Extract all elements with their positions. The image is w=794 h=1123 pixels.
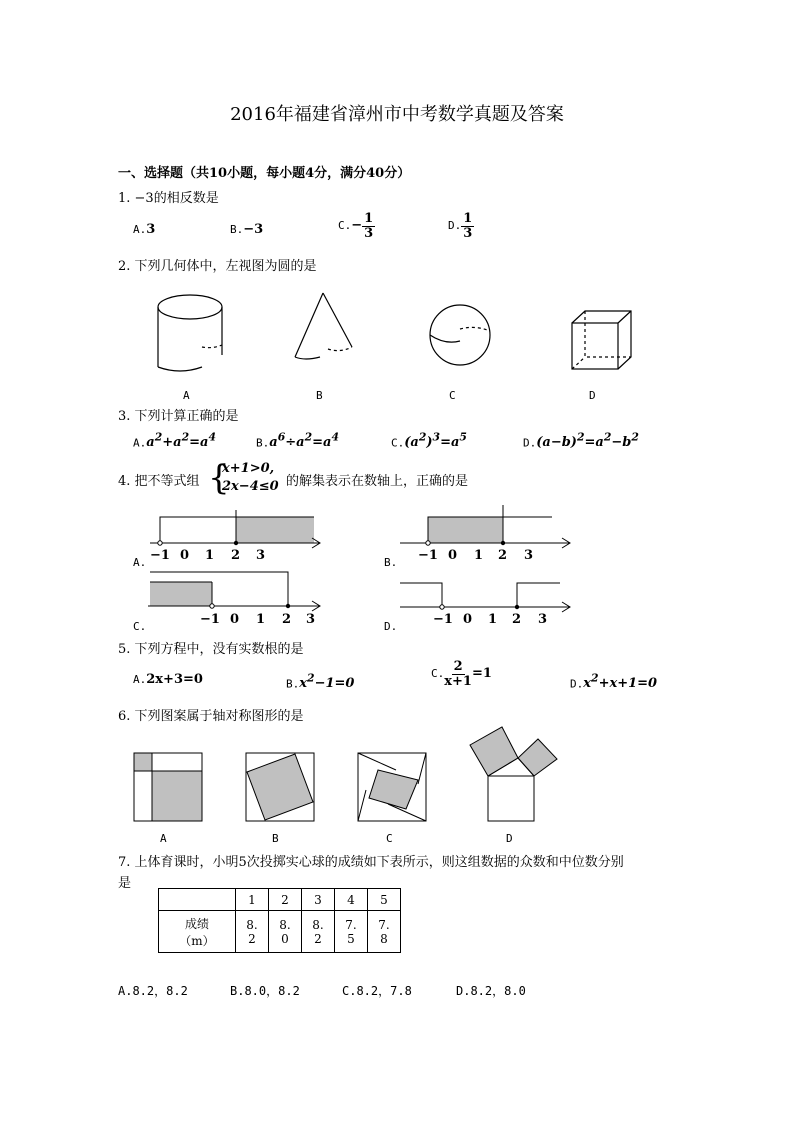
table-cell: 7. 5 (335, 911, 368, 953)
q3-option-c: $C.(a^2)^3=a^5$ (391, 431, 467, 451)
q7-option-a: A.8.2，8.2 (118, 984, 188, 998)
q4a-tick-2: 2 (231, 548, 241, 563)
q4-inequality-1: x+1>0, (222, 461, 275, 476)
table-header-cell: 2 (269, 889, 302, 911)
question-6-text: 6. 下列图案属于轴对称图形的是 (118, 709, 304, 724)
score-table (158, 888, 401, 953)
q2-label-b: B (316, 389, 323, 402)
cylinder-figure (158, 295, 222, 371)
q6-label-a: A (160, 832, 167, 845)
q3-option-d: $D.(a-b)^2=a^2-b^2$ (523, 431, 639, 451)
table-header-cell: 4 (335, 889, 368, 911)
q4b-tick-2: 2 (498, 548, 508, 563)
question-4-suffix: 的解集表示在数轴上，正确的是 (286, 474, 469, 489)
q4c-tick-0: 0 (230, 612, 240, 627)
q6-patterns-figure (134, 725, 564, 825)
page-title: 2016年福建省漳州市中考数学真题及答案 (230, 104, 564, 125)
q2-label-a: A (183, 389, 190, 402)
q4c-tick-neg1: −1 (200, 612, 220, 627)
table-header-row (159, 889, 401, 911)
table-cell: 7. 8 (368, 911, 401, 953)
q4b-tick-0: 0 (448, 548, 458, 563)
question-3-text: 3. 下列计算正确的是 (118, 409, 239, 424)
q6-label-b: B (272, 832, 279, 845)
q2-label-d: D (589, 389, 596, 402)
q1-option-b: B.−3 (230, 222, 264, 237)
table-header-cell: 1 (236, 889, 269, 911)
row-label: 成绩 （m） (159, 911, 236, 953)
table-cell: 8. 2 (302, 911, 335, 953)
q1-option-c: C.− $\frac{1}{3}$ (338, 211, 374, 241)
q4c-tick-2: 2 (282, 612, 292, 627)
pattern-d (470, 727, 557, 821)
q3-option-a: $A.a^2+a^2=a^4$ (133, 431, 216, 451)
q4a-tick-1: 1 (205, 548, 215, 563)
q5-option-b: $B.x^2-1=0$ (286, 672, 355, 692)
question-4-prefix: 4. 把不等式组 (118, 474, 200, 489)
q5-option-c: C. $\frac{2}{x+1}$ =1 (431, 659, 492, 689)
q4b-tick-neg1: −1 (418, 548, 438, 563)
q4-numberline-d (400, 575, 575, 615)
question-7-text: 7. 上体育课时，小明5次投掷实心球的成绩如下表所示，则这组数据的众数和中位数分别 (118, 855, 624, 870)
q4a-tick-0: 0 (180, 548, 190, 563)
q4c-tick-3: 3 (306, 612, 316, 627)
question-1-text: 1. −3的相反数是 (118, 191, 219, 206)
q4a-tick-neg1: −1 (150, 548, 170, 563)
q5-option-d: $D.x^2+x+1=0$ (570, 672, 658, 692)
q4b-tick-3: 3 (524, 548, 534, 563)
question-7-text-cont: 是 (118, 876, 132, 891)
q2-label-c: C (449, 389, 456, 402)
q4-inequality-2: 2x−4≤0 (222, 479, 279, 494)
q1-option-d: D. $\frac{1}{3}$ (448, 211, 473, 241)
q4-label-c: C. (133, 620, 147, 633)
brace-icon: { (208, 458, 230, 498)
question-2-text: 2. 下列几何体中，左视图为圆的是 (118, 259, 317, 274)
table-header-cell: 5 (368, 889, 401, 911)
q4-numberline-c (148, 570, 328, 615)
q4d-tick-neg1: −1 (433, 612, 453, 627)
q4b-tick-1: 1 (474, 548, 484, 563)
pattern-b (246, 753, 314, 821)
table-cell: 8. 2 (236, 911, 269, 953)
q6-label-d: D (506, 832, 513, 845)
q7-option-b: B.8.0，8.2 (230, 984, 300, 998)
q4d-tick-1: 1 (488, 612, 498, 627)
q4d-tick-0: 0 (463, 612, 473, 627)
section-heading: 一、选择题（共10小题，每小题4分，满分40分） (118, 166, 411, 181)
table-corner-cell (159, 889, 236, 911)
q4-label-d: D. (384, 620, 398, 633)
q6-label-c: C (386, 832, 393, 845)
q7-option-c: C.8.2，7.8 (342, 984, 412, 998)
q7-option-d: D.8.2，8.0 (456, 984, 526, 998)
sphere-figure (430, 305, 490, 365)
cube-figure (572, 311, 631, 369)
q4-label-a: A. (133, 556, 147, 569)
pattern-c (358, 753, 426, 821)
q2-solids-figure (140, 285, 680, 385)
table-cell: 8. 0 (269, 911, 302, 953)
q4d-tick-2: 2 (512, 612, 522, 627)
question-5-text: 5. 下列方程中，没有实数根的是 (118, 642, 304, 657)
q5-option-a: A.2x+3=0 (133, 672, 203, 687)
q4c-tick-1: 1 (256, 612, 266, 627)
q4d-tick-3: 3 (538, 612, 548, 627)
cone-figure (295, 293, 352, 359)
table-row (159, 911, 401, 953)
q3-option-b: $B.a^6\div a^2=a^4$ (256, 431, 339, 451)
q4-label-b: B. (384, 556, 398, 569)
q4a-tick-3: 3 (256, 548, 266, 563)
table-header-cell: 3 (302, 889, 335, 911)
pattern-a (134, 753, 202, 821)
q1-option-a: A.3 (133, 222, 156, 237)
